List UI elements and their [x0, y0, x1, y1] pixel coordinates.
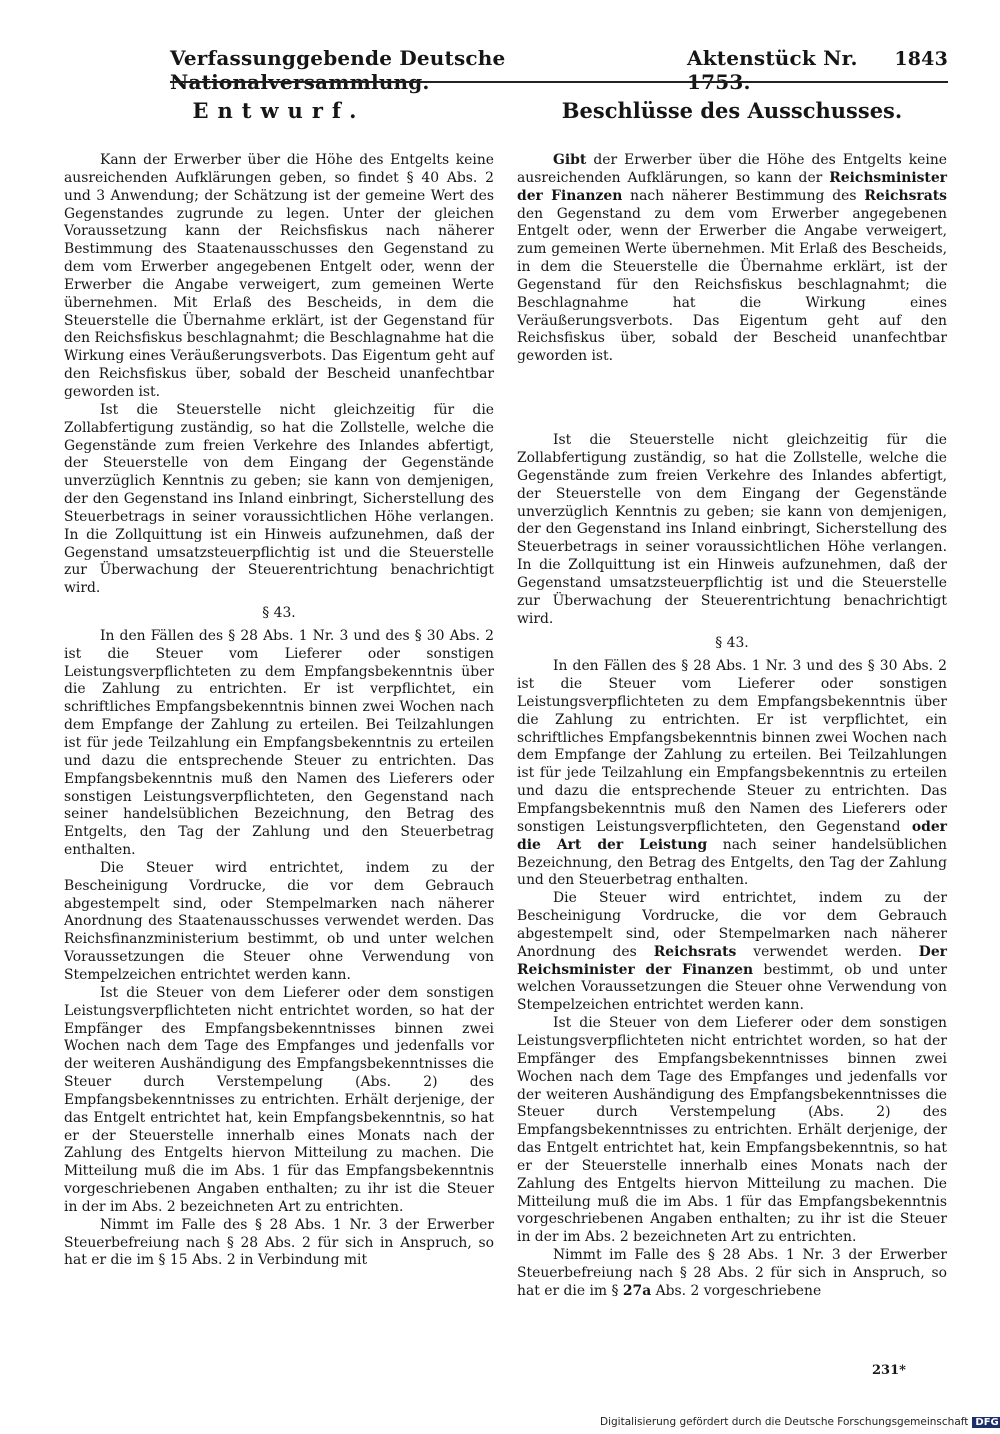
left-paragraph-6: Nimmt im Falle des § 28 Abs. 1 Nr. 3 der Erwerber Steuerbefreiung nach § 28 Abs. 2 für sich in Anspruch, so hat er die im § 15 Abs. 2 in Verbindung mit	[64, 1216, 494, 1269]
document-number: Aktenstück Nr. 1753.	[687, 46, 858, 94]
text-run: bestimmt, ob und unter welchen Voraussetzungen die Steuer ohne Verwendung von Stempelzeichen entrichtet werden kann.	[517, 961, 947, 1014]
text-run: Nimmt im Falle des § 28 Abs. 1 Nr. 3 der Erwerber Steuerbefreiung nach § 28 Abs. 2 für sich in Anspruch, so hat er die im §	[517, 1247, 947, 1299]
left-section-heading: § 43.	[262, 605, 296, 622]
text-run: Die Steuer wird entrichtet, indem zu der Bescheinigung Vordrucke, die vor dem Gebrauch abgestempelt sind, oder Stempelmarken nach näherer Anordnung des	[517, 890, 947, 960]
right-paragraph-5: Ist die Steuer von dem Lieferer oder dem sonstigen Leistungsverpflichteten nicht entrichtet worden, so hat der Empfänger des Empfangsbekenntnisses binnen zwei Wochen nach dem Tage des Empfanges und jedenfalls vor der weiteren Aushändigung des Empfangsbekenntnisses die Steuer durch Verstempelung (Abs. 2) des Empfangsbekenntnisses zu entrichten. Erhält derjenige, der das Entgelt entrichtet hat, kein Empfangsbekenntnis, so hat er der Steuerstelle innerhalb eines Monats nach der Zahlung des Entgelts hiervon Mitteilung zu machen. Die Mitteilung muß die im Abs. 1 für das Empfangsbekenntnis vorgeschriebenen Angaben enthalten; zu ihr ist die Steuer in der im Abs. 2 bezeichneten Art zu entrichten.	[517, 1015, 947, 1246]
left-column-draft	[64, 96, 494, 1270]
bold-amendment: Reichsrats	[653, 943, 737, 960]
right-paragraph-6	[517, 1247, 947, 1301]
right-paragraph-4	[517, 890, 947, 1015]
left-paragraph-4: Die Steuer wird entrichtet, indem zu der Bescheinigung Vordrucke, die vor dem Gebrauch abgestempelt sind, oder Stempelmarken nach näherer Anordnung des Staatenausschusses verwendet werden. Das Reichsfinanzministerium bestimmt, ob und unter welchen Voraussetzungen die Steuer ohne Verwendung von Stempelzeichen entrichtet werden kann.	[64, 859, 494, 983]
right-paragraph-2: Ist die Steuerstelle nicht gleichzeitig für die Zollabfertigung zuständig, so hat die Zollstelle, welche die Gegenstände zum freien Verkehre des Inlandes abfertigt, der Steuerstelle von dem Eingang der Gegenstände unverzüglich Kenntnis zu geben; sie kann von demjenigen, der den Gegenstand ins Inland einbringt, Sicherstellung des Steuerbetrags in seiner voraussichtlichen Höhe verlangen. In die Zollquittung ist ein Hinweis aufzunehmen, daß der Gegenstand umsatzsteuerpflichtig ist und die Steuerstelle zur Überwachung der Steuerentrichtung benachrichtigt wird.	[517, 432, 947, 627]
right-paragraph-1	[517, 152, 947, 366]
bold-amendment: Der Reichsminister der Finanzen	[517, 943, 947, 978]
bold-amendment: oder die Art der Leistung	[517, 818, 947, 853]
right-column-committee	[517, 96, 947, 1301]
journal-title: Verfassunggebende Deutsche Nationalversammlung.	[170, 46, 506, 94]
left-paragraph-5: Ist die Steuer von dem Lieferer oder dem sonstigen Leistungsverpflichteten nicht entrichtet worden, so hat der Empfänger des Empfangsbekenntnisses binnen zwei Wochen nach dem Tage des Empfanges und jedenfalls vor der weiteren Aushändigung des Empfangsbekenntnisses die Steuer durch Verstempelung (Abs. 2) des Empfangsbekenntnisses zu entrichten. Erhält derjenige, der das Entgelt entrichtet hat, kein Empfangsbekenntnis, so hat er der Steuerstelle innerhalb eines Monats nach der Zahlung des Entgelts hiervon Mitteilung zu machen. Die Mitteilung muß die im Abs. 1 für das Empfangsbekenntnis vorgeschriebenen Angaben enthalten; zu ihr ist die Steuer in der im Abs. 2 bezeichneten Art zu entrichten.	[64, 984, 494, 1215]
paragraph-spacer	[517, 366, 947, 432]
text-run: Abs. 2 vorgeschriebene	[651, 1282, 822, 1299]
text-run: nach näherer Bestimmung des	[622, 187, 865, 204]
text-run: nach seiner handelsüblichen Bezeichnung, den Betrag des Entgelts, den Tag der Zahlung und den Steuerbetrag enthalten.	[517, 836, 947, 889]
right-column-title: Beschlüsse des Ausschusses.	[561, 98, 903, 123]
left-paragraph-3: In den Fällen des § 28 Abs. 1 Nr. 3 und des § 30 Abs. 2 ist die Steuer vom Lieferer oder sonstigen Leistungsverpflichteten zu dem Empfangsbekenntnis über die Zahlung zu entrichten. Er ist verpflichtet, ein schriftliches Empfangsbekenntnis binnen zwei Wochen nach dem Empfange der Zahlung zu erteilen. Bei Teilzahlungen ist für jede Teilzahlung ein Empfangsbekenntnis zu erteilen und dazu die entsprechende Steuer zu entrichten. Das Empfangsbekenntnis muß den Namen des Lieferers oder sonstigen Leistungsverpflichteten, den Gegenstand nach seiner handelsüblichen Bezeichnung, den Betrag des Entgelts, den Tag der Zahlung und den Steuerbetrag enthalten.	[64, 627, 494, 859]
printer-signature: 231*	[872, 1363, 906, 1378]
digitization-footer	[600, 1416, 999, 1432]
left-paragraph-2: Ist die Steuerstelle nicht gleichzeitig für die Zollabfertigung zuständig, so hat die Zollstelle, welche die Gegenstände zum freien Verkehre des Inlandes abfertigt, der Steuerstelle von dem Eingang der Gegenstände unverzüglich Kenntnis zu geben; sie kann von demjenigen, der den Gegenstand ins Inland einbringt, Sicherstellung des Steuerbetrags in seiner voraussichtlichen Höhe verlangen. In die Zollquittung ist ein Hinweis aufzunehmen, daß der Gegenstand umsatzsteuerpflichtig ist und die Steuerstelle zur Überwachung der Steuerentrichtung benachrichtigt wird.	[64, 401, 494, 597]
left-paragraph-1: Kann der Erwerber über die Höhe des Entgelts keine ausreichenden Aufklärungen geben, so findet § 40 Abs. 2 und 3 Anwendung; der Schätzung ist der gemeine Wert des Gegenstandes zugrunde zu legen. Unter der gleichen Voraussetzung kann der Reichsfiskus nach näherer Bestimmung des Staatenausschusses den Gegenstand zu dem vom Erwerber angegebenen Entgelt oder, wenn der Erwerber die Angabe verweigert, zum gemeinen Werte übernehmen. Mit Erlaß des Bescheids, in dem die Steuerstelle die Übernahme erklärt, ist der Gegenstand für den Reichsfiskus beschlagnahmt; die Beschlagnahme hat die Wirkung eines Veräußerungsverbots. Das Eigentum geht auf den Reichsfiskus über, sobald der Bescheid unanfechtbar geworden ist.	[64, 152, 494, 400]
page-number: 1843	[894, 48, 948, 70]
right-section-heading: § 43.	[715, 635, 749, 652]
running-header	[170, 46, 948, 94]
text-run: den Gegenstand zu dem vom Erwerber angegebenen Entgelt oder, wenn der Erwerber die Angabe verweigert, zum gemeinen Werte übernehmen. Mit Erlaß des Bescheids, in dem die Steuerstelle die Übernahme erklärt, ist der Gegenstand für den Reichsfiskus beschlagnahmt; die Beschlagnahme hat die Wirkung eines Veräußerungsverbots. Das Eigentum geht auf den Reichsfiskus über, sobald der Bescheid unanfechtbar geworden ist.	[517, 205, 947, 365]
bold-amendment: Reichsminister der Finanzen	[517, 169, 947, 204]
bold-amendment: Reichsrats	[864, 187, 947, 204]
left-column-title: Entwurf.	[192, 98, 366, 123]
bold-amendment: Gibt	[553, 152, 587, 168]
text-run: In den Fällen des § 28 Abs. 1 Nr. 3 und des § 30 Abs. 2 ist die Steuer vom Lieferer oder sonstigen Leistungsverpflichteten zu dem Empfangsbekenntnis über die Zahlung zu entrichten. Er ist verpflichtet, ein schriftliches Empfangsbekenntnis binnen zwei Wochen nach dem Empfange der Zahlung zu erteilen. Bei Teilzahlungen ist für jede Teilzahlung ein Empfangsbekenntnis zu erteilen und dazu die entsprechende Steuer zu entrichten. Das Empfangsbekenntnis muß den Namen des Lieferers oder sonstigen Leistungsverpflichteten, den Gegenstand	[517, 658, 947, 835]
text-run: der Erwerber über die Höhe des Entgelts keine ausreichenden Aufklärungen, so kann der	[517, 152, 947, 186]
bold-amendment: 27a	[622, 1282, 652, 1299]
text-run: verwendet werden.	[736, 943, 919, 960]
right-paragraph-3	[517, 658, 947, 890]
footer-credit: Digitalisierung gefördert durch die Deutsche Forschungsgemeinschaft	[600, 1416, 969, 1428]
header-rule	[170, 81, 948, 83]
dfg-logo-icon: DFG	[972, 1417, 1000, 1428]
